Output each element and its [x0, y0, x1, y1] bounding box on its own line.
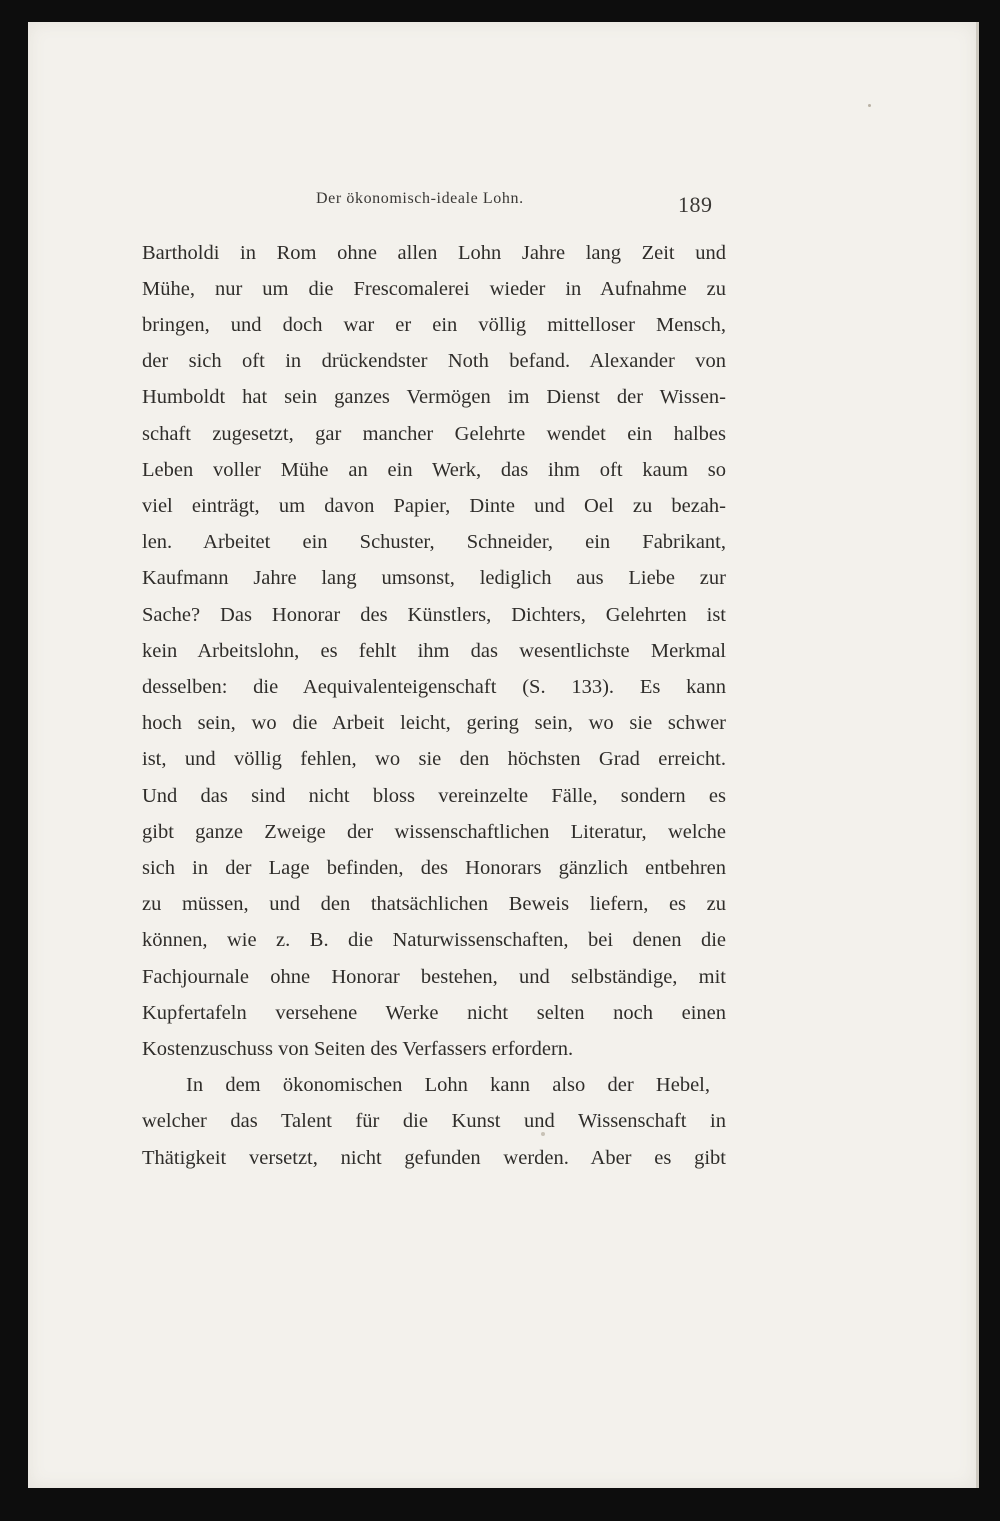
text-line: Und das sind nicht bloss vereinzelte Fälle, sondern es [142, 785, 726, 807]
paragraph-first-line: In dem ökonomischen Lohn kann also der Hebel, [186, 1074, 710, 1096]
text-line: Kostenzuschuss von Seiten des Verfassers erfordern. [142, 1038, 574, 1060]
text-line: schaft zugesetzt, gar mancher Gelehrte wendet ein halbes [142, 423, 726, 445]
text-line: Leben voller Mühe an ein Werk, das ihm oft kaum so [142, 459, 726, 481]
text-line: Bartholdi in Rom ohne allen Lohn Jahre lang Zeit und [142, 242, 726, 264]
text-line: gibt ganze Zweige der wissenschaftlichen Literatur, welche [142, 821, 726, 843]
text-line: bringen, und doch war er ein völlig mittelloser Mensch, [142, 314, 726, 336]
paper-speck [541, 1132, 545, 1136]
text-line: zu müssen, und den thatsächlichen Beweis liefern, es zu [142, 893, 726, 915]
text-line: Thätigkeit versetzt, nicht gefunden werden. Aber es gibt [142, 1147, 726, 1169]
text-line: len. Arbeitet ein Schuster, Schneider, ein Fabrikant, [142, 531, 726, 553]
text-line: sich in der Lage befinden, des Honorars gänzlich entbehren [142, 857, 726, 879]
text-line: kein Arbeitslohn, es fehlt ihm das wesentlichste Merkmal [142, 640, 726, 662]
text-line: Fachjournale ohne Honorar bestehen, und selbständige, mit [142, 966, 726, 988]
text-line: können, wie z. B. die Naturwissenschaften, bei denen die [142, 929, 726, 951]
text-line: Humboldt hat sein ganzes Vermögen im Dienst der Wissen- [142, 386, 726, 408]
text-line: ist, und völlig fehlen, wo sie den höchsten Grad erreicht. [142, 748, 726, 770]
text-line: desselben: die Aequivalenteigenschaft (S. 133). Es kann [142, 676, 726, 698]
text-line: hoch sein, wo die Arbeit leicht, gering sein, wo sie schwer [142, 712, 726, 734]
text-line: welcher das Talent für die Kunst und Wissenschaft in [142, 1110, 726, 1132]
text-line: Kupfertafeln versehene Werke nicht selten noch einen [142, 1002, 726, 1024]
text-line: viel einträgt, um davon Papier, Dinte und Oel zu bezah- [142, 495, 726, 517]
running-header-title: Der ökonomisch-ideale Lohn. [316, 190, 524, 207]
page-number: 189 [678, 192, 713, 217]
text-line: Mühe, nur um die Frescomalerei wieder in Aufnahme zu [142, 278, 726, 300]
text-line: der sich oft in drückendster Noth befand. Alexander von [142, 350, 726, 372]
paper-speck [868, 104, 871, 107]
text-line: Kaufmann Jahre lang umsonst, lediglich aus Liebe zur [142, 567, 726, 589]
text-line: Sache? Das Honorar des Künstlers, Dichters, Gelehrten ist [142, 604, 726, 626]
page-edge [976, 22, 979, 1488]
